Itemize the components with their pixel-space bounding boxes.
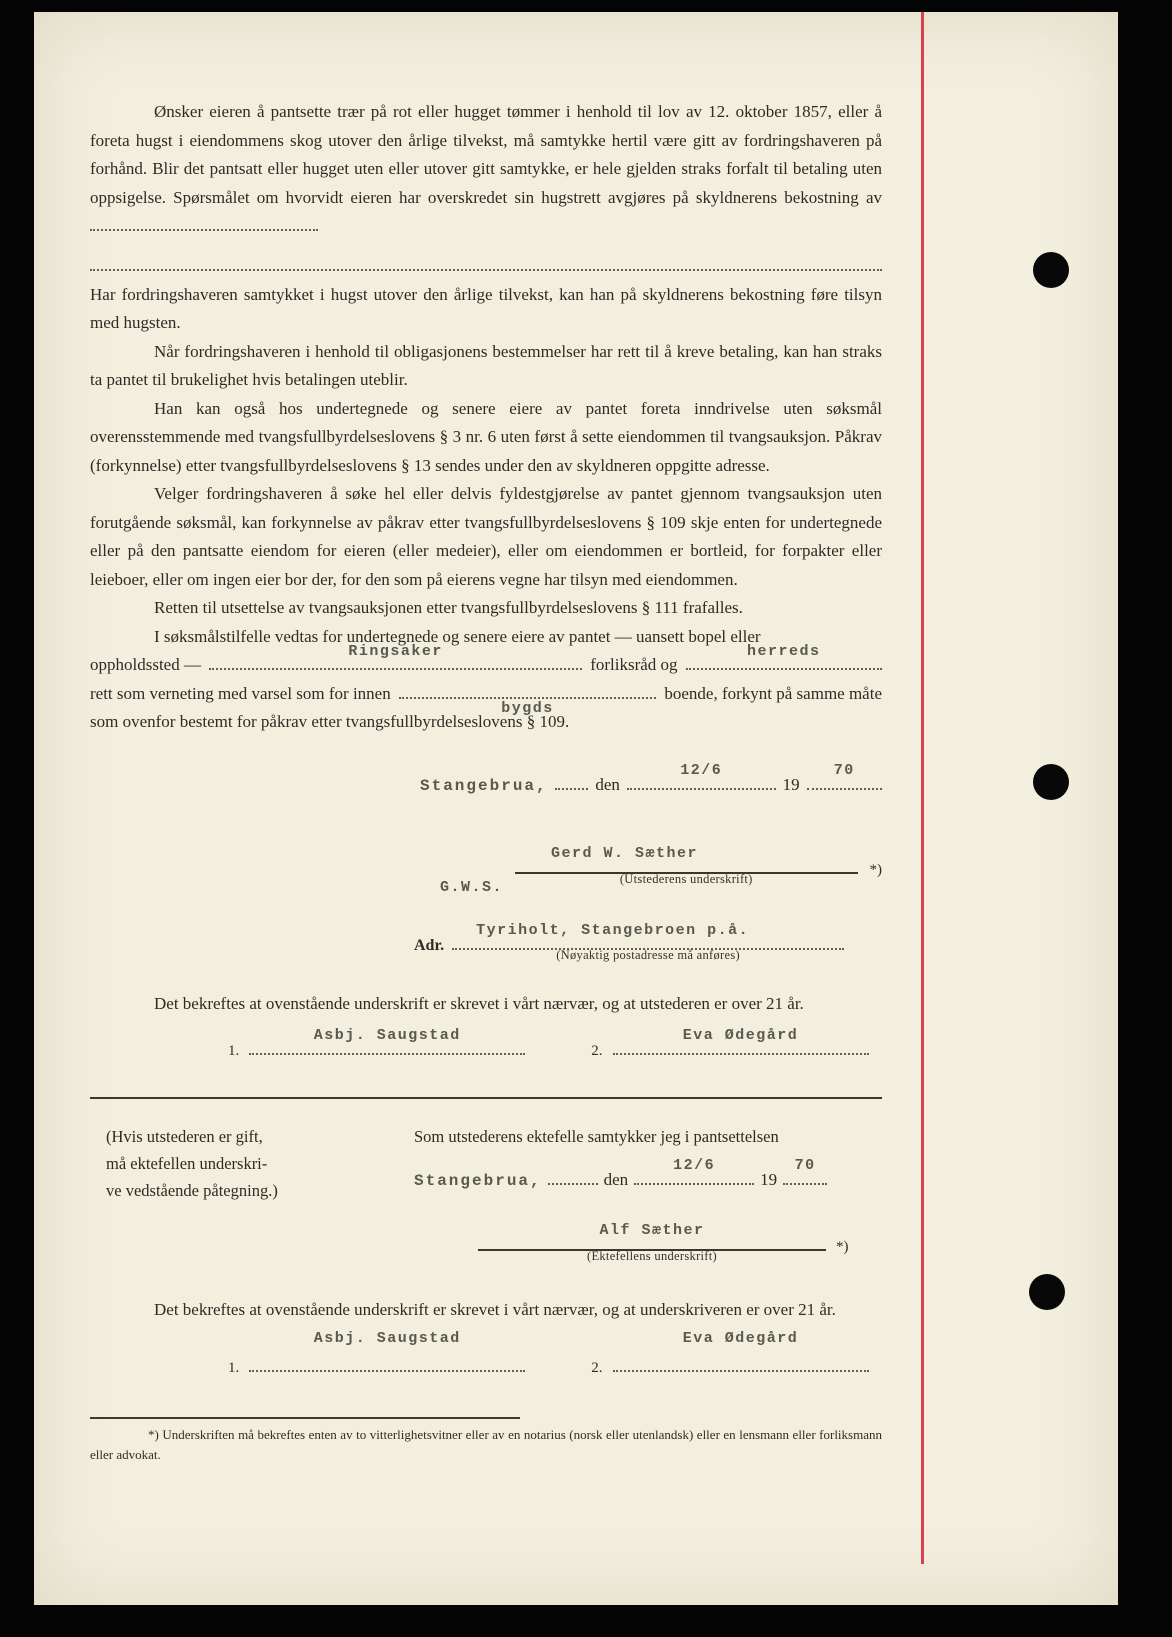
spouse-note-line: må ektefellen underskri- — [106, 1154, 268, 1173]
spouse-note — [106, 1123, 346, 1262]
venue-text: forliksråd og — [590, 655, 678, 674]
court-type-value: herreds — [747, 642, 821, 660]
paragraph-payment-claim: Når fordringshaveren i henhold til obligasjonens bestemmelser har rett til å kreve betaling, kan han straks ta pantet til brukelighet hvis betalingen uteblir. — [90, 341, 882, 389]
issue-year-value: 70 — [833, 762, 855, 779]
section-divider — [90, 1097, 882, 1099]
spouse-date-row — [414, 1157, 882, 1196]
paragraph-text: Ønsker eieren å pantsette trær på rot eller hugget tømmer i henhold til lov av 12. oktober 1857, eller å foreta hugst i eiendommens skog utover den årlige tilvekst, må samtykke hertil være gitt av fordringshaveren på forhånd. Blir det pantsatt eller hugget uten eller utover gitt samtykke, er hele gjelden straks forfalt til betaling uten oppsigelse. Spørsmålet om hvorvidt eieren har overskredet sin hugstrett avgjøres på skyldnerens bekostning av — [90, 102, 882, 207]
paragraph-enforcement: Han kan også hos undertegnede og senere eiere av pantet foreta inndrivelse uten søksmål overensstemmende med tvangsfullbyrdelseslovens § 3 nr. 6 uten først å sette eiendommen til tvangsauksjon. Påkrav (forkynnelse) etter tvangsfullbyrdelseslovens § 13 sendes under den av skyldneren oppgitte adresse. — [90, 398, 882, 475]
spouse-note-line: ve vedstående påtegning.) — [106, 1181, 278, 1200]
witness-signature-field — [249, 1329, 525, 1372]
spouse-note-line: (Hvis utstederen er gift, — [106, 1127, 263, 1146]
punch-hole — [1033, 252, 1069, 288]
issue-date-field — [627, 762, 776, 790]
spouse-signature-caption: (Ektefellens underskrift) — [586, 1249, 718, 1263]
issuer-signature-caption: (Utstederens underskrift) — [619, 872, 753, 886]
witness-signatures-1 — [228, 1027, 882, 1066]
den-label: den — [603, 1169, 629, 1189]
punch-hole — [1033, 764, 1069, 800]
witness-signature-field — [613, 1329, 869, 1372]
witness-signature-field — [249, 1027, 525, 1055]
issue-year-field — [807, 762, 882, 790]
paragraph-venue — [90, 623, 882, 737]
blank-field — [548, 1170, 598, 1185]
spouse-consent-section — [90, 1123, 882, 1262]
spouse-place-value: Stangebrua, — [414, 1171, 542, 1190]
footnote-marker: *) — [869, 862, 882, 878]
margin-red-line — [921, 12, 924, 1564]
venue-text: rett som verneting med varsel som for innen — [90, 683, 391, 703]
court-type-field — [686, 642, 882, 670]
district-type-field — [399, 684, 657, 717]
issue-place-value: Stangebrua, — [420, 776, 548, 795]
venue-line-4: som ovenfor bestemt for påkrav etter tvangsfullbyrdelseslovens § 109. — [90, 712, 570, 731]
spouse-date-field — [634, 1157, 754, 1185]
address-label: Adr. — [414, 936, 445, 954]
paragraph-forced-sale: Velger fordringshaveren å søke hel eller delvis fyldestgjørelse av pantet gjennom tvangsauksjon uten forutgående søksmål, kan forkynnelse av påkrav etter tvangsfullbyrdelseslovens § 109 skje enten for undertegnede eller på den pantsatte eiendom for eieren (eller medeier), eller om eiendommen er bortleid, for forpakter eller leieboer, eller om ingen eier bor der, for den som på eierens vegne har tilsyn med eiendommen. — [90, 484, 882, 589]
spouse-signature-value: Alf Sæther — [599, 1221, 705, 1239]
venue-line-1: I søksmålstilfelle vedtas for undertegnede og senere eiere av pantet — uansett bopel eller — [154, 626, 761, 646]
footnote-marker: *) — [836, 1239, 849, 1255]
blank-field — [555, 775, 589, 790]
witness-signatures-2 — [228, 1329, 882, 1383]
witness-number: 2. — [591, 1360, 603, 1376]
address-caption: (Nøyaktig postadresse må anføres) — [556, 947, 740, 962]
issuer-signature-value: Gerd W. Sæther — [551, 844, 699, 862]
paragraph-timber-clause — [90, 98, 882, 241]
document-body — [90, 98, 882, 1465]
issuer-signature-line — [515, 844, 857, 886]
witness-signature-value: Eva Ødegård — [682, 1329, 799, 1347]
witness-statement-2: Det bekreftes at ovenstående underskrift er skrevet i vårt nærvær, og at underskriveren er over 21 år. — [154, 1299, 836, 1319]
address-row — [414, 922, 882, 962]
venue-line-2 — [90, 642, 882, 680]
issue-date-value: 12/6 — [680, 762, 723, 779]
address-field — [452, 922, 844, 962]
spouse-consent-main — [414, 1123, 882, 1262]
district-type-value: bygds — [501, 700, 554, 717]
witness-number: 2. — [591, 1042, 603, 1059]
footnote-divider — [90, 1417, 520, 1419]
dotted-line — [90, 257, 882, 271]
paragraph-waiver: Retten til utsettelse av tvangsauksjonen etter tvangsfullbyrdelseslovens § 111 frafalles. — [154, 598, 743, 617]
spouse-year-field — [783, 1157, 827, 1185]
witness-number: 1. — [228, 1042, 240, 1059]
issue-date-row — [420, 762, 882, 801]
venue-place-field — [209, 642, 582, 670]
spouse-date-value: 12/6 — [673, 1157, 716, 1174]
spouse-consent-text: Som utstederens ektefelle samtykker jeg i pantsettelsen — [414, 1127, 779, 1146]
den-label: den — [595, 774, 620, 794]
venue-text: boende, forkynt på samme måte — [664, 683, 882, 703]
witness-statement-1: Det bekreftes at ovenstående underskrift er skrevet i vårt nærvær, og at utstederen er over 21 år. — [154, 994, 804, 1013]
footnote-text: *) Underskriften må bekreftes enten av to vitterlighetsvitner eller av en notarius (norsk eller utenlandsk) eller en lensmann eller forliksmann eller advokat. — [90, 1426, 882, 1462]
spouse-signature-line — [478, 1221, 826, 1263]
witness-signature-value: Asbj. Saugstad — [313, 1027, 461, 1044]
witness-signature-value: Asbj. Saugstad — [313, 1329, 461, 1347]
paper-page — [34, 12, 1118, 1605]
year-prefix: 19 — [782, 774, 800, 794]
witness-signature-field — [613, 1027, 869, 1055]
issuer-initials: G.W.S. — [440, 879, 504, 896]
venue-place-value: Ringsaker — [348, 642, 443, 660]
venue-text: oppholdssted — — [90, 655, 201, 674]
spouse-year-value: 70 — [794, 1157, 816, 1174]
punch-hole — [1029, 1274, 1065, 1310]
issuer-signature-row — [440, 844, 882, 896]
year-prefix: 19 — [760, 1169, 778, 1189]
paragraph-logging-oversight: Har fordringshaveren samtykket i hugst utover den årlige tilvekst, kan han på skyldnerens bekostning føre tilsyn med hugsten. — [90, 284, 882, 332]
blank-field — [90, 216, 318, 231]
venue-line-3 — [90, 680, 882, 717]
address-value: Tyriholt, Stangebroen p.å. — [476, 922, 750, 939]
witness-number: 1. — [228, 1360, 240, 1376]
witness-signature-value: Eva Ødegård — [682, 1027, 799, 1044]
spouse-signature-row — [478, 1221, 882, 1263]
